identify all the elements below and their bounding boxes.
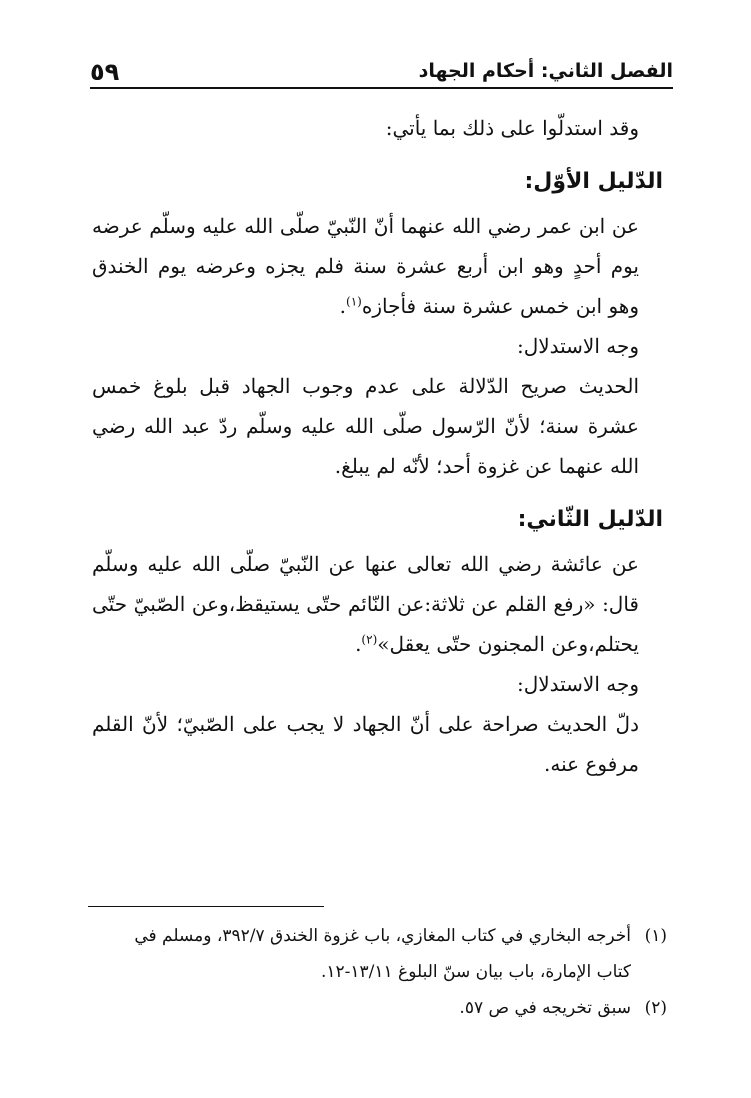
evidence-1-hadith: عن ابن عمر رضي الله عنهما أنّ النّبيّ صلّى الله عليه وسلّم عرضه يوم أحدٍ وهو ابن أربع عشرة سنة فلم يجزه وعرضه يوم الخندق وهو ابن خمس عشرة سنة فأجازه — [92, 214, 639, 318]
evidence-2-hadith: عن عائشة رضي الله تعالى عنها عن النّبيّ صلّى الله عليه وسلّم قال: «رفع القلم عن ثلاثة:عن النّائم حتّى يستيقظ،وعن الصّبيّ حتّى يحتلم،وعن المجنون حتّى يعقل» — [92, 552, 639, 656]
footnote-1 — [86, 918, 667, 954]
footnote-ref-1[interactable]: (١) — [346, 294, 362, 309]
footnote-1-number: (١) — [644, 926, 667, 946]
footnote-2 — [86, 990, 667, 1026]
main-text — [92, 108, 663, 784]
footnote-1-continuation: كتاب الإمارة، باب بيان سنّ البلوغ ١٣/١١-١٢. — [320, 962, 631, 982]
chapter-title: الفصل الثاني: أحكام الجهاد — [418, 60, 673, 82]
evidence-1-end: . — [339, 294, 347, 318]
intro-paragraph: وقد استدلّوا على ذلك بما يأتي: — [385, 116, 639, 140]
footnote-2-number: (٢) — [644, 998, 667, 1018]
evidence-1-heading: الدّليل الأوّل: — [524, 169, 663, 194]
page-number: ٥٩ — [90, 58, 120, 86]
footnote-ref-2[interactable]: (٢) — [361, 632, 378, 647]
footnote-1-line-1: أخرجه البخاري في كتاب المغازي، باب غزوة الخندق ٣٩٢/٧، ومسلم في — [134, 926, 631, 946]
evidence-1-reasoning-label: وجه الاستدلال: — [516, 334, 639, 358]
evidence-1-text — [92, 206, 663, 326]
evidence-2-end: . — [355, 632, 362, 656]
footnotes — [86, 918, 667, 1026]
evidence-2-reasoning: دلّ الحديث صراحة على أنّ الجهاد لا يجب على الصّبيّ؛ لأنّ القلم مرفوع عنه. — [92, 712, 639, 776]
header-rule — [90, 87, 673, 89]
evidence-1-reasoning: الحديث صريح الدّلالة على عدم وجوب الجهاد قبل بلوغ خمس عشرة سنة؛ لأنّ الرّسول صلّى الله عليه وسلّم ردّ عبد الله رضي الله عنهما عن غزوة أحد؛ لأنّه لم يبلغ. — [92, 374, 639, 478]
running-header — [90, 58, 673, 88]
evidence-2-reasoning-label: وجه الاستدلال: — [516, 672, 639, 696]
footnote-separator — [88, 906, 324, 907]
evidence-2-heading: الدّليل الثّاني: — [517, 507, 663, 532]
evidence-2-text — [92, 544, 663, 664]
footnote-2-line-1: سبق تخريجه في ص ٥٧. — [459, 998, 631, 1018]
